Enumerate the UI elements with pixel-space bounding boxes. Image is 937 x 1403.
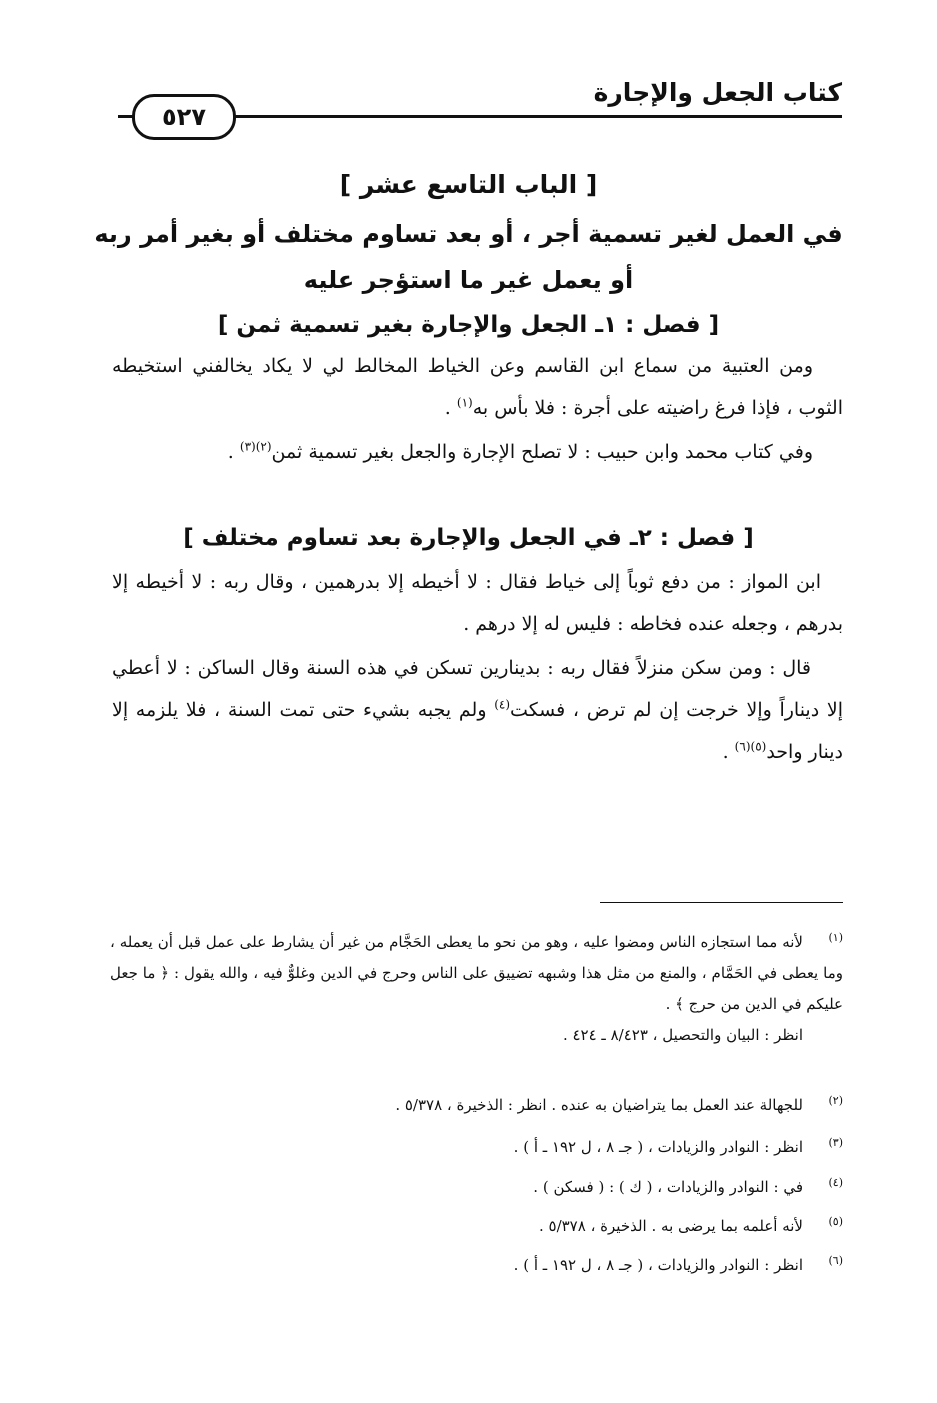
footnote-ref[interactable]: (٤) bbox=[494, 697, 511, 712]
footnote-ref[interactable]: (١) bbox=[456, 395, 473, 410]
footnote-number: (٦) bbox=[828, 1254, 843, 1267]
footnote-text: انظر : النوادر والزيادات ، ( جـ ٨ ، ل ١٩٢ ـ أ ) . bbox=[513, 1256, 803, 1274]
paragraph-text: ولم يجبه بشيء حتى تمت السنة ، فلا يلزمه إلا دينار واحد bbox=[112, 699, 843, 763]
footnote-text: لأنه مما استجازه الناس ومضوا عليه ، وهو من نحو ما يعطى الحَجَّام من غير أن يشارط على عمل قبل أن يعمله ، وما يعطى في الحَمَّام ، والمنع من مثل هذا وشبهه تضييق على الناس وحرج في الدين وغلوٌّ فيه ، والله يقول : ﴿ ما جعل عليكم في الدين من حرج ﴾ . bbox=[110, 933, 843, 1013]
footnote-6 bbox=[110, 1245, 843, 1281]
footnote-reference: انظر : البيان والتحصيل ، ٨/٤٢٣ ـ ٤٢٤ . bbox=[562, 1026, 803, 1044]
footnote-number: (٣) bbox=[828, 1136, 843, 1149]
chapter-subtitle-line2: أو يعمل غير ما استؤجر عليه bbox=[303, 266, 634, 294]
paragraph-end: . bbox=[444, 397, 457, 419]
chapter-subtitle-line1: في العمل لغير تسمية أجر ، أو بعد تساوم مختلف أو بغير أمر ربه bbox=[94, 220, 843, 248]
running-title: كتاب الجعل والإجارة bbox=[593, 78, 842, 107]
footnote-2 bbox=[110, 1085, 843, 1121]
footnote-ref[interactable]: (٢)(٣) bbox=[239, 439, 272, 454]
section2-paragraph-2 bbox=[112, 647, 843, 773]
footnote-4 bbox=[110, 1167, 843, 1203]
section1-paragraph-1 bbox=[112, 345, 843, 429]
section2-paragraph-1 bbox=[112, 561, 843, 645]
paragraph-text: ومن العتبية من سماع ابن القاسم وعن الخياط المخالط لي لا يكاد يخالفني استخيطه الثوب ، فإذا فرغ راضيته على أجرة : فلا بأس به bbox=[112, 355, 843, 419]
footnote-text: للجهالة عند العمل بما يتراضيان به عنده . انظر : الذخيرة ، ٥/٣٧٨ . bbox=[395, 1096, 803, 1114]
footnote-number: (١) bbox=[828, 931, 843, 944]
footnote-5 bbox=[110, 1206, 843, 1242]
section-heading-2: [ فصل : ٢ـ في الجعل والإجارة بعد تساوم مختلف ] bbox=[183, 525, 754, 551]
paragraph-text: ابن المواز : من دفع ثوباً إلى خياط فقال : لا أخيطه إلا بدرهمين ، وقال ربه : لا أخيطه إلا بدرهم ، وجعله عنده فخاطه : فليس له إلا درهم . bbox=[112, 571, 843, 635]
footnote-3 bbox=[110, 1127, 843, 1163]
footnote-ref[interactable]: (٥)(٦) bbox=[734, 739, 767, 754]
chapter-title: [ الباب التاسع عشر ] bbox=[339, 170, 598, 199]
footnote-number: (٢) bbox=[828, 1094, 843, 1107]
section-heading-1: [ فصل : ١ـ الجعل والإجارة بغير تسمية ثمن ] bbox=[217, 312, 720, 338]
footnote-number: (٤) bbox=[828, 1176, 843, 1189]
footnote-1 bbox=[110, 922, 843, 1051]
footnote-text: في : النوادر والزيادات ، ( ك ) : ( فسكن ) . bbox=[533, 1178, 803, 1196]
paragraph-end: . bbox=[722, 741, 735, 763]
section1-paragraph-2 bbox=[112, 431, 843, 473]
paragraph-end: . bbox=[227, 441, 240, 463]
footnote-number: (٥) bbox=[828, 1215, 843, 1228]
paragraph-text: قال : ومن سكن منزلاً فقال ربه : بدينارين تسكن في هذه السنة وقال الساكن : لا أعطي إلا ديناراً وإلا خرجت إن لم ترض ، فسكت bbox=[112, 657, 843, 721]
paragraph-text: وفي كتاب محمد وابن حبيب : لا تصلح الإجارة والجعل بغير تسمية ثمن bbox=[271, 441, 813, 463]
footnote-separator bbox=[600, 902, 843, 903]
footnote-text: لأنه أعلمه بما يرضى به . الذخيرة ، ٥/٣٧٨ . bbox=[538, 1217, 803, 1235]
page-number: ٥٢٧ bbox=[132, 94, 236, 140]
footnote-text: انظر : النوادر والزيادات ، ( جـ ٨ ، ل ١٩٢ ـ أ ) . bbox=[513, 1138, 803, 1156]
